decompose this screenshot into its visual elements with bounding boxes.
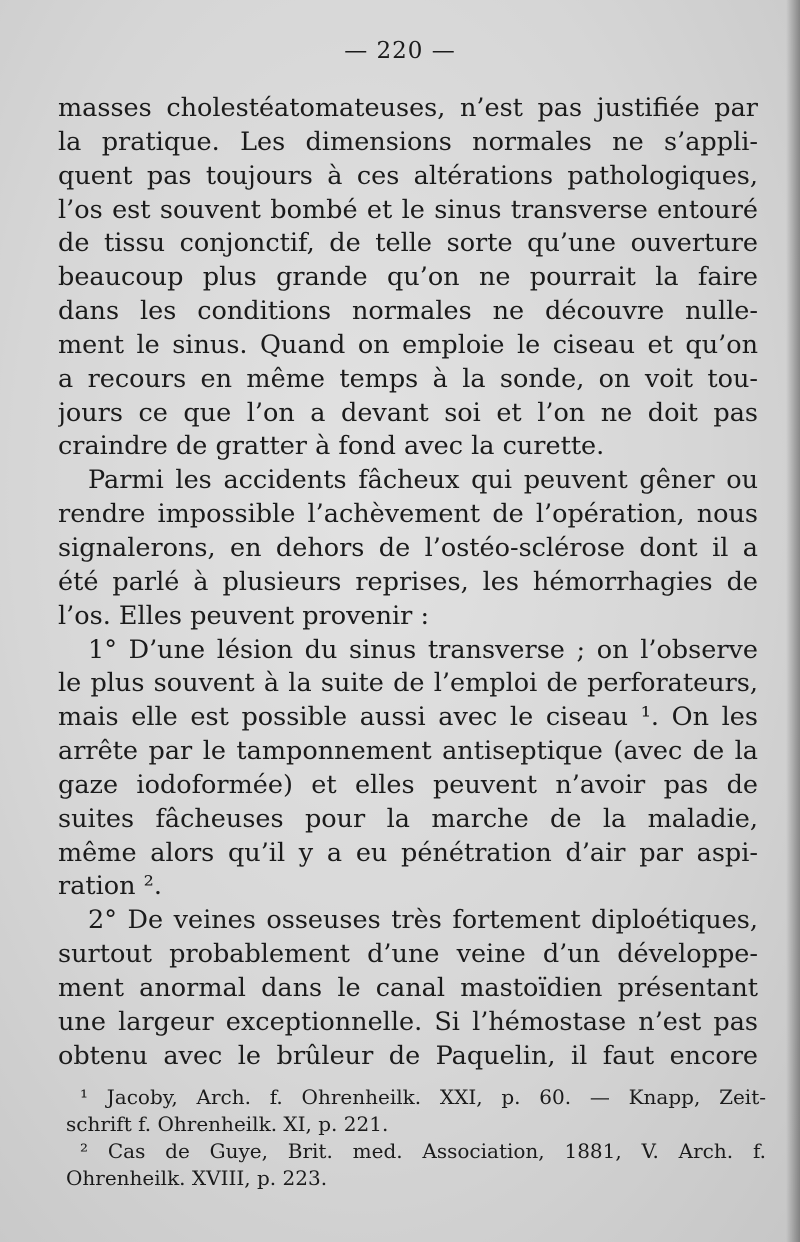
main-text [58,92,758,1073]
text-line: ment le sinus. Quand on emploie le ciseau et qu’on [58,329,758,360]
text-line: l’os. Elles peuvent provenir : [58,600,430,631]
text-line: craindre de gratter à fond avec la curette. [58,431,605,462]
text-line: masses cholestéatomateuses, n’est pas justifiée par [58,93,758,123]
footnote-line: ² Cas de Guye, Brit. med. Association, 1881, V. Arch. f. [80,1139,766,1163]
text-line: Parmi les accidents fâcheux qui peuvent gêner ou [88,465,758,496]
footnote-line: ¹ Jacoby, Arch. f. Ohrenheilk. XXI, p. 60. — Knapp, Zeit- [80,1085,766,1109]
footnote-line: Ohrenheilk. XVIII, p. 223. [66,1166,328,1190]
text-line: rendre impossible l’achèvement de l’opération, nous [58,499,758,530]
text-line: le plus souvent à la suite de l’emploi de perforateurs, [58,668,758,699]
text-line: surtout probablement d’une veine d’un développe- [58,939,758,970]
text-line: de tissu conjonctif, de telle sorte qu’une ouverture [58,228,758,259]
text-line: ment anormal dans le canal mastoïdien présentant [58,972,758,1003]
footnotes [66,1084,766,1192]
text-line: même alors qu’il y a eu pénétration d’air par aspi- [58,837,758,868]
page-edge-shadow [786,0,800,1242]
footnote-line: schrift f. Ohrenheilk. XI, p. 221. [66,1112,389,1136]
text-line: été parlé à plusieurs reprises, les hémorrhagies de [58,566,758,597]
text-line: mais elle est possible aussi avec le ciseau ¹. On les [58,702,758,733]
page-number-header: — 220 — [344,38,456,64]
text-line: ration ². [58,871,163,902]
text-line: signalerons, en dehors de l’ostéo-sclérose dont il a [58,532,758,563]
text-line: dans les conditions normales ne découvre nulle- [58,296,758,327]
text-line: l’os est souvent bombé et le sinus transverse entouré [58,194,758,225]
text-line: obtenu avec le brûleur de Paquelin, il faut encore [58,1040,758,1071]
text-line: beaucoup plus grande qu’on ne pourrait la faire [58,262,758,293]
text-line: quent pas toujours à ces altérations pathologiques, [58,160,758,191]
text-line: la pratique. Les dimensions normales ne s’appli- [58,126,758,157]
text-line: a recours en même temps à la sonde, on voit tou- [58,363,758,394]
text-line: 1° D’une lésion du sinus transverse ; on l’observe [88,634,758,665]
text-line: arrête par le tamponnement antiseptique (avec de la [58,736,758,767]
text-line: une largeur exceptionnelle. Si l’hémostase n’est pas [58,1006,758,1037]
text-line: gaze iodoformée) et elles peuvent n’avoir pas de [58,769,758,800]
text-line: suites fâcheuses pour la marche de la maladie, [58,803,758,834]
text-line: 2° De veines osseuses très fortement diploétiques, [88,905,758,936]
text-line: jours ce que l’on a devant soi et l’on ne doit pas [58,397,758,428]
